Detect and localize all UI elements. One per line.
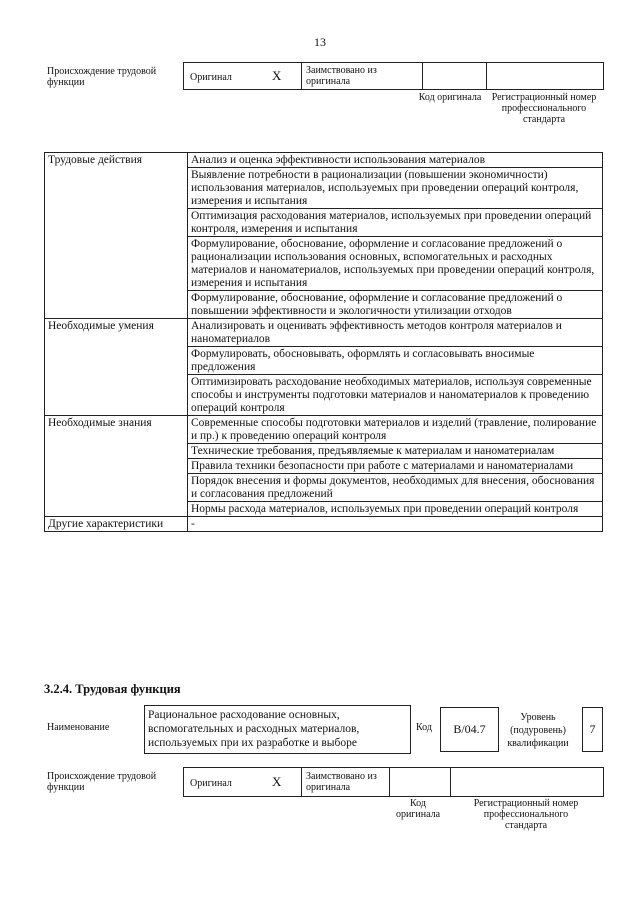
skill-item: Анализировать и оценивать эффективность методов контроля материалов и наноматериалов	[188, 319, 603, 347]
table-row	[45, 319, 603, 347]
other-value: -	[188, 517, 603, 532]
knowledge-item: Современные способы подготовки материалов и изделий (травление, полирование и пр.) к проведению операций контроля	[188, 416, 603, 444]
knowledge-item: Нормы расхода материалов, используемых при проведении операций контроля	[188, 502, 603, 517]
skills-label: Необходимые умения	[45, 319, 188, 347]
code-value: B/04.7	[453, 722, 486, 736]
other-label: Другие характеристики	[45, 517, 188, 532]
labor-actions-label: Трудовые действия	[45, 153, 188, 168]
page-number: 13	[314, 35, 326, 49]
table-row	[45, 444, 603, 459]
original-mark: X	[272, 68, 282, 83]
table-row	[45, 375, 603, 416]
knowledge-label: Необходимые знания	[45, 416, 188, 444]
skill-item: Оптимизировать расходование необходимых материалов, используя современные способы и инструменты подготовки материалов и наноматериалов к проведению операций контроля	[188, 375, 603, 416]
labor-action-item: Выявление потребности в рационализации (повышении экономичности) использования материалов, используемых при проведении операций контроля, измерения и испытания	[188, 168, 603, 209]
borrowed-label: Заимствовано из оригинала	[306, 771, 377, 793]
origin-label: Происхождение трудовой функции	[47, 66, 157, 88]
name-label: Наименование	[47, 722, 110, 733]
section-heading: 3.2.4. Трудовая функция	[44, 682, 181, 696]
reg-number-caption: Регистрационный номер профессионального стандарта	[473, 798, 579, 831]
code-label: Код	[416, 722, 432, 733]
knowledge-item: Порядок внесения и формы документов, необходимых для внесения, обоснования и согласования предложений	[188, 474, 603, 502]
original-label: Оригинал	[190, 778, 232, 789]
level-value: 7	[589, 722, 596, 736]
level-label: Уровень (подуровень) квалификации	[507, 712, 569, 749]
table-row	[45, 416, 603, 444]
code-original-caption: Код оригинала	[418, 92, 482, 103]
knowledge-item: Технические требования, предъявляемые к материалам и наноматериалам	[188, 444, 603, 459]
origin-label: Происхождение трудовой функции	[47, 771, 157, 793]
origin-box	[183, 62, 604, 90]
table-row	[45, 153, 603, 168]
labor-action-item: Анализ и оценка эффективности использования материалов	[188, 153, 603, 168]
borrowed-label: Заимствовано из оригинала	[306, 65, 377, 87]
table-row	[45, 474, 603, 502]
labor-function-table	[44, 152, 603, 532]
origin-box	[183, 767, 604, 797]
labor-action-item: Оптимизация расходования материалов, используемых при проведении операций контроля, измерения и испытания	[188, 209, 603, 237]
table-row	[45, 502, 603, 517]
original-label: Оригинал	[190, 72, 232, 83]
knowledge-item: Правила техники безопасности при работе с материалами и наноматериалами	[188, 459, 603, 474]
name-box	[144, 705, 411, 754]
labor-action-item: Формулирование, обоснование, оформление и согласование предложений о повышении эффективности и экологичности утилизации отходов	[188, 291, 603, 319]
reg-number-caption: Регистрационный номер профессионального стандарта	[491, 92, 597, 125]
table-row	[45, 459, 603, 474]
function-name: Рациональное расходование основных, вспомогательных и расходных материалов, используемых при их разработке и выборе	[148, 709, 360, 749]
code-box	[440, 707, 499, 752]
labor-action-item: Формулирование, обоснование, оформление и согласование предложений о рационализации использования основных, вспомогательных и расходных материалов и наноматериалов, используемых при проведении операций контроля, измерения и испытания	[188, 237, 603, 291]
table-row	[45, 347, 603, 375]
table-row	[45, 517, 603, 532]
table-row	[45, 209, 603, 237]
table-row	[45, 291, 603, 319]
table-row	[45, 168, 603, 209]
level-box	[582, 707, 603, 752]
code-original-caption: Код оригинала	[395, 798, 441, 820]
table-row	[45, 237, 603, 291]
skill-item: Формулировать, обосновывать, оформлять и согласовывать вносимые предложения	[188, 347, 603, 375]
original-mark: X	[272, 774, 282, 789]
